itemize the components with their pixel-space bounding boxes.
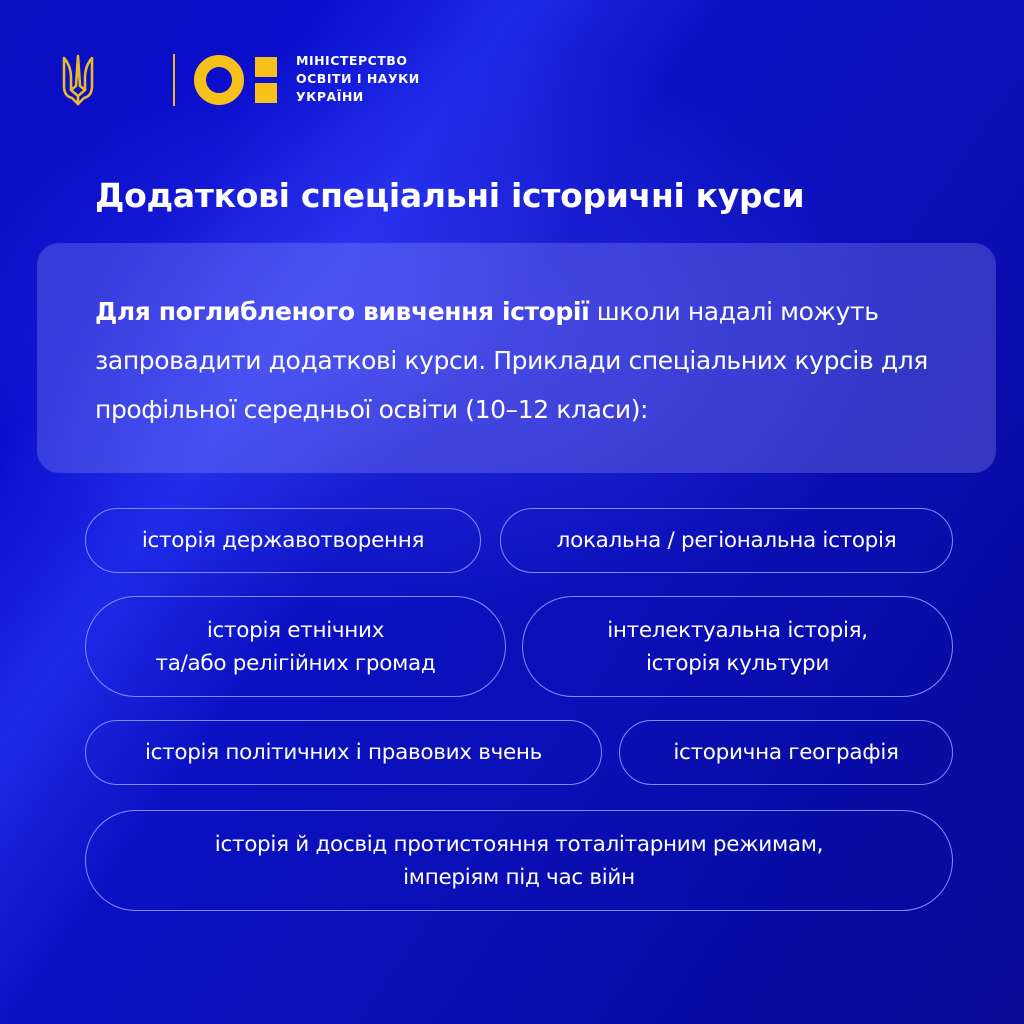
ministry-logo-icon: [193, 54, 281, 106]
coat-of-arms-trident-icon: [60, 52, 96, 108]
course-pill-totalitarian-resistance: [85, 810, 953, 911]
header: [60, 50, 420, 110]
course-pill-state-building: [85, 508, 481, 573]
page-title: Додаткові спеціальні історичні курси: [95, 176, 805, 215]
course-label: інтелектуальна історія,: [607, 617, 868, 643]
ministry-name-line: МІНІСТЕРСТВО: [296, 53, 408, 68]
course-label: імперіям під час війн: [403, 864, 635, 890]
course-pill-political-legal: [85, 720, 602, 785]
course-label: історія культури: [645, 650, 830, 676]
course-label: історія державотворення: [141, 528, 425, 553]
intro-rest: школи надалі можуть запровадити додаткові курси. Приклади спеціальних курсів для профільної середньої освіти (10–12 класи):: [95, 297, 928, 424]
course-label: історія й досвід протистояння тоталітарним режимам,: [214, 831, 824, 857]
course-pill-local-history: [500, 508, 953, 573]
ministry-name-line: УКРАЇНИ: [296, 89, 364, 104]
course-pill-intellectual-culture: [522, 596, 953, 697]
course-label: історія політичних і правових вчень: [144, 740, 543, 765]
course-pill-ethnic-religious: [85, 596, 506, 697]
course-pill-historical-geography: [619, 720, 953, 785]
ministry-name-line: ОСВІТИ І НАУКИ: [296, 71, 420, 86]
course-label: історія етнічних: [206, 617, 385, 643]
intro-card: [37, 243, 996, 473]
header-divider: [173, 54, 175, 106]
course-label: локальна / регіональна історія: [556, 528, 897, 553]
intro-bold: Для поглибленого вивчення історії: [95, 297, 590, 326]
course-label: та/або релігійних громад: [155, 650, 436, 676]
intro-text: [95, 287, 975, 434]
ministry-name: [296, 52, 456, 106]
course-label: історична географія: [673, 740, 899, 765]
